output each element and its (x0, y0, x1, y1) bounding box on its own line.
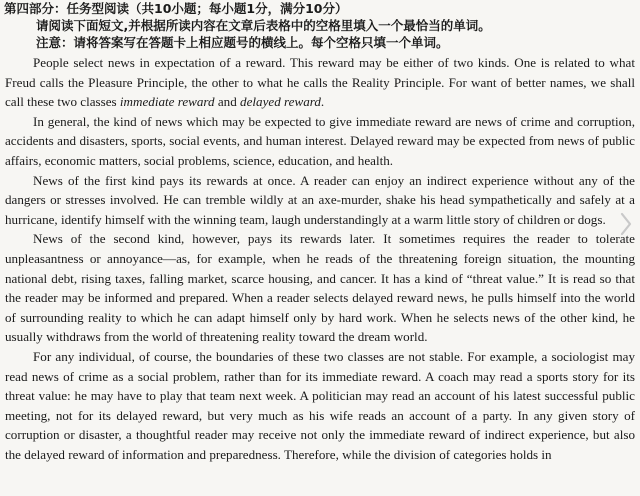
paragraph-1-and: and (214, 94, 241, 110)
paragraph-1-end: . (320, 94, 325, 110)
paragraph-4: News of the second kind, however, pays its rewards later. It sometimes requires the reader to tolerate unpleasantness or annoyance—as, for example, when he reads of the threatening foreign situation, the mounting national debt, rising taxes, falling market, scarce housing, and cancer. It has a kind of “threat value.” It is read so that the reader may be informed and prepared. When a reader selects delayed reward news, he pulls himself into the world of surrounding reality to which he can adapt himself only by hard work. When he selects news of the other kind, he usually withdraws from the world of threatening reality toward the dream world. (5, 231, 635, 345)
instruction-line-1: 请阅读下面短文,并根据所读内容在文章后表格中的空格里填入一个最恰当的单词。 (36, 18, 491, 33)
paragraph-1-text: People select news in expectation of a reward. This reward may be either of two kinds. One is related to what Freud calls the Pleasure Principle, the other to what he calls the Reality Principle. For want of better names, we shall call these two classes (5, 55, 635, 110)
chevron-right-icon[interactable] (620, 212, 632, 236)
term-delayed-reward: delayed reward (240, 94, 321, 110)
paragraph-2: In general, the kind of news which may be expected to give immediate reward are news of crime and corruption, accidents and disasters, sports, social events, and human interest. Delayed reward may be expected from news of public affairs, economic matters, social problems, science, education, and health. (5, 113, 635, 168)
paragraph-3: News of the first kind pays its rewards at once. A reader can enjoy an indirect experience without any of the dangers or stresses involved. He can tremble wildly at an axe-murder, shake his head sympathetically and safely at a hurricane, identify himself with the winning team, laugh understandingly at a warm little story of children or dogs. (5, 172, 635, 227)
reading-passage (0, 53, 640, 464)
paragraph-1 (5, 53, 635, 112)
instruction-line-2: 注意：请将答案写在答题卡上相应题号的横线上。每个空格只填一个单词。 (36, 35, 449, 50)
term-immediate-reward: immediate reward (119, 94, 215, 110)
section-heading: 第四部分：任务型阅读（共10小题；每小题1分，满分10分） (4, 1, 348, 16)
paragraph-5: For any individual, of course, the boundaries of these two classes are not stable. For example, a sociologist may read news of crime as a social problem, rather than for its immediate reward. A coach may read a sports story for its threat value: he may have to play that team next week. A politician may read an account of his latest successful public meeting, not for its delayed reward, but very much as his wife reads an account of a party. In any given story of corruption or disaster, a thoughtful reader may receive not only the immediate reward of indirect experience, but also the delayed reward of information and preparedness. Therefore, while the division of categories holds in (5, 348, 635, 462)
